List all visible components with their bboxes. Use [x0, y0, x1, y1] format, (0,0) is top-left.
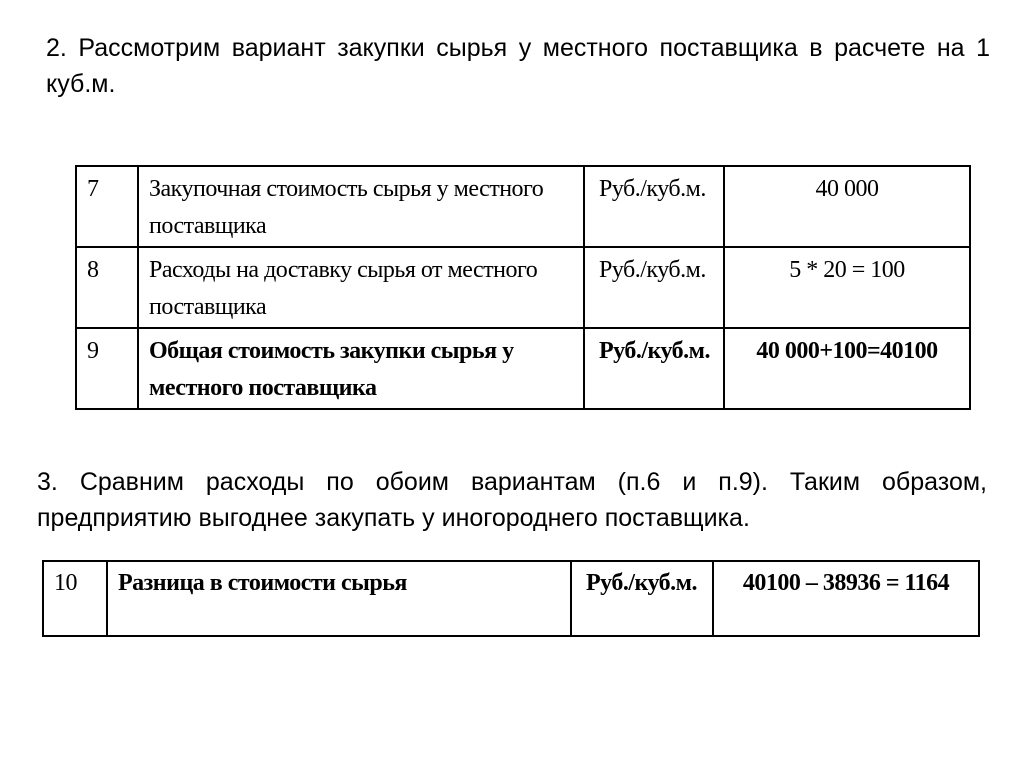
table-row — [76, 328, 970, 409]
row-unit: Руб./куб.м. — [584, 328, 724, 409]
table-row — [76, 166, 970, 247]
row-description: Закупочная стоимость сырья у местного поставщика — [138, 166, 584, 247]
row-number: 8 — [76, 247, 138, 328]
row-unit: Руб./куб.м. — [584, 166, 724, 247]
intro-paragraph: 2. Рассмотрим вариант закупки сырья у местного поставщика в расчете на 1 куб.м. — [46, 34, 990, 98]
row-value: 5 * 20 = 100 — [724, 247, 970, 328]
row-number: 10 — [43, 561, 107, 636]
local-supplier-cost-table — [75, 165, 971, 410]
row-value: 40 000+100=40100 — [724, 328, 970, 409]
row-value: 40 000 — [724, 166, 970, 247]
table-row — [43, 561, 979, 636]
row-unit: Руб./куб.м. — [571, 561, 713, 636]
table-row — [76, 247, 970, 328]
row-description: Общая стоимость закупки сырья у местного поставщика — [138, 328, 584, 409]
row-value: 40100 – 38936 = 1164 — [713, 561, 979, 636]
cost-difference-table — [42, 560, 980, 637]
conclusion-paragraph: 3. Сравним расходы по обоим вариантам (п.6 и п.9). Таким образом, предприятию выгоднее закупать у иногороднего поставщика. — [37, 468, 987, 532]
row-description: Расходы на доставку сырья от местного поставщика — [138, 247, 584, 328]
row-description: Разница в стоимости сырья — [107, 561, 571, 636]
row-number: 7 — [76, 166, 138, 247]
row-number: 9 — [76, 328, 138, 409]
row-unit: Руб./куб.м. — [584, 247, 724, 328]
